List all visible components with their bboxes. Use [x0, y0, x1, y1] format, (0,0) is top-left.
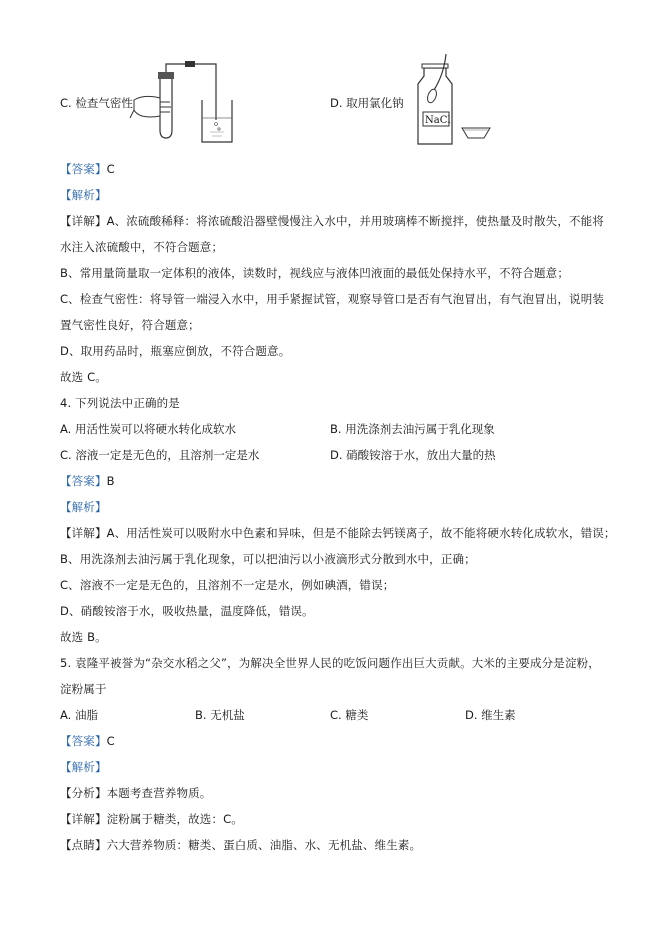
q4-conclusion: 故选 B。 [60, 630, 107, 644]
q5-detail: 【详解】淀粉属于糖类，故选：C。 [60, 812, 243, 826]
q5-option-b: B. 无机盐 [195, 708, 245, 722]
q3-conclusion: 故选 C。 [60, 370, 107, 384]
airtightness-check-figure [130, 58, 245, 148]
q4-detail-b: B、用洗涤剂去油污属于乳化现象，可以把油污以小液滴形式分散到水中，正确； [60, 552, 476, 566]
q4-option-c: C. 溶液一定是无色的，且溶剂一定是水 [60, 448, 260, 462]
q5-option-a: A. 油脂 [60, 708, 98, 722]
q3-option-d: D. 取用氯化钠 [330, 96, 404, 110]
nacl-label: NaCl [425, 115, 451, 126]
q5-answer: 【答案】C [60, 734, 115, 748]
q3-detail-c-line1: C、检查气密性：将导管一端浸入水中，用手紧握试管，观察导管口是否有气泡冒出，有气泡冒出，说明装 [60, 292, 605, 306]
q5-option-c: C. 糖类 [330, 708, 369, 722]
q5-analysis: 【分析】本题考查营养物质。 [60, 786, 212, 800]
q3-detail-d: D、取用药品时，瓶塞应倒放，不符合题意。 [60, 344, 291, 358]
q3-detail-a-line2: 水注入浓硫酸中，不符合题意； [60, 240, 224, 254]
q4-option-b: B. 用洗涤剂去油污属于乳化现象 [330, 422, 495, 436]
q3-option-c: C. 检查气密性 [60, 96, 133, 110]
q4-option-a: A. 用活性炭可以将硬水转化成软水 [60, 422, 236, 436]
q3-detail-c-line2: 置气密性良好，符合题意； [60, 318, 200, 332]
q4-stem: 4. 下列说法中正确的是 [60, 396, 180, 410]
q3-detail-b: B、常用量筒量取一定体积的液体，读数时，视线应与液体凹液面的最低处保持水平，不符合题意； [60, 266, 569, 280]
q5-stem-line1: 5. 袁隆平被誉为“杂交水稻之父”，为解决全世界人民的吃饭问题作出巨大贡献。大米的主要成分是淀粉， [60, 656, 600, 670]
q5-stem-line2: 淀粉属于 [60, 682, 107, 696]
q4-analysis-tag: 【解析】 [60, 500, 107, 514]
q4-detail-a: 【详解】A、用活性炭可以吸附水中色素和异味，但是不能除去钙镁离子，故不能将硬水转化成软水，错误； [60, 526, 616, 540]
q4-detail-d: D、硝酸铵溶于水，吸收热量，温度降低，错误。 [60, 604, 314, 618]
q5-option-d: D. 维生素 [465, 708, 516, 722]
q5-analysis-tag: 【解析】 [60, 760, 107, 774]
nacl-bottle-figure [410, 54, 500, 148]
q4-answer: 【答案】B [60, 474, 115, 488]
q5-tip: 【点睛】六大营养物质：糖类、蛋白质、油脂、水、无机盐、维生素。 [60, 838, 422, 852]
q3-detail-a-line1: 【详解】A、浓硫酸稀释：将浓硫酸沿器壁慢慢注入水中，并用玻璃棒不断搅拌，使热量及时散失，不能将 [60, 214, 604, 228]
q4-option-d: D. 硝酸铵溶于水，放出大量的热 [330, 448, 496, 462]
q3-answer: 【答案】C [60, 162, 115, 176]
q4-detail-c: C、溶液不一定是无色的，且溶剂不一定是水，例如碘酒，错误； [60, 578, 395, 592]
q3-analysis-tag: 【解析】 [60, 188, 107, 202]
